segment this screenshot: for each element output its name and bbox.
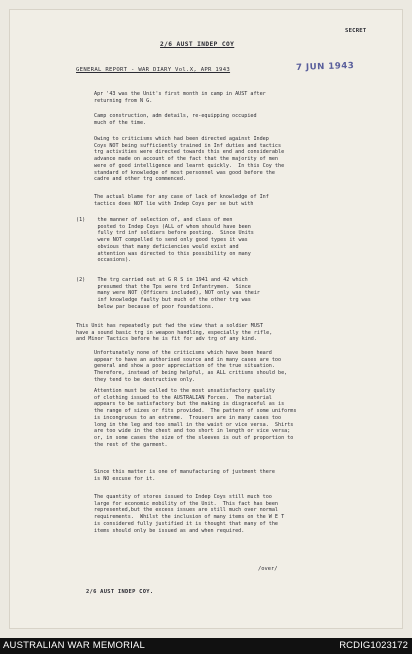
paragraph-11: The quantity of stores issued to Indep Coys still much too large for economic mobility of the Unit. This fact has been represented,but the excess issues are still much over normal requirements. Whilst the inclusion of many items on the W E T is considered fully justified it is thought that many of the items should only be issued as and when required. [94, 494, 285, 534]
over-marker: /over/ [258, 566, 278, 572]
paragraph-2: Camp construction, adm details, re-equipping occupied much of the time. [94, 113, 257, 126]
archive-footer [0, 638, 412, 654]
footer-institution: AUSTRALIAN WAR MEMORIAL [3, 640, 146, 651]
signature-unit: 2/6 AUST INDEP COY. [86, 589, 154, 595]
paragraph-8: Unfortunately none of the criticisms which have been heard appear to have an authorised source and in many cases are too general and show a poor appreciation of the true situation. Therefore, instead of being helpful, as ALL critisms should be, they tend to be destructive only. [94, 350, 288, 383]
paragraph-7: This Unit has repeatedly put fwd the view that a soldier MUST have a sound basic trg in weapon handling, especially the rifle, and Minor Tactics before he is fit for adv trg of any kind. [76, 323, 273, 343]
scanned-page [10, 10, 402, 628]
date-stamp: 7 JUN 1943 [295, 60, 355, 74]
paragraph-5: (1) the manner of selection of, and class of men posted to Indep Coys (ALL of whom should have been fully trd inf soldiers before posting. Since Units were NOT compelled to send only good types it was obvious that many deficiencies would exist and attention was directed to this possibility on many occasions). [76, 217, 254, 264]
classification-label: SECRET [345, 28, 367, 34]
paragraph-9: Attention must be called to the most unsatisfactory quality of clothing issued to the AUSTRALIAN Forces. The material appears to be satisfactory but the making is disgraceful as is the range of sizes or fits provided. The pattern of some uniforms is incongruous to an extreme. Trousers are in many cases too long in the leg and too small in the waist or vice versa. Shirts are too wide in the chest and too short in length or vice versa; or, in some cases the size of the sleeves is out of proportion to the rest of the garment. [94, 388, 297, 448]
paragraph-10: Since this matter is one of manufacturing of justment there is NO excuse for it. [94, 469, 275, 482]
footer-record-id: RCDIG1023172 [339, 640, 408, 651]
unit-title: 2/6 AUST INDEP COY [160, 41, 235, 48]
paragraph-6: (2) The trg carried out at G R S in 1941 and 42 which presumed that the Tps were trd Infantrymen. Since many were NOT (Officers included), NOT only was their inf knowledge faulty but much of the other trg was below par because of poor foundations. [76, 277, 261, 310]
paragraph-4: The actual blame for any case of lack of knowledge of Inf tactics does NOT lie with Indep Coys per se but with [94, 194, 269, 207]
paragraph-1: Apr '43 was the Unit's first month in camp in AUST after returning from N G. [94, 91, 266, 104]
report-title: GENERAL REPORT - WAR DIARY Vol.X, APR 1943 [76, 67, 231, 73]
paragraph-3: Owing to criticisms which had been directed against Indep Coys NOT being sufficiently trained in Inf duties and tactics trg activities were directed towards this end and considerable advance made on account of the fact that the majority of men were of good intelligence and learnt quickly. In this Coy the standard of knowledge of most personnel was good before the cadre and other trg commenced. [94, 136, 285, 183]
